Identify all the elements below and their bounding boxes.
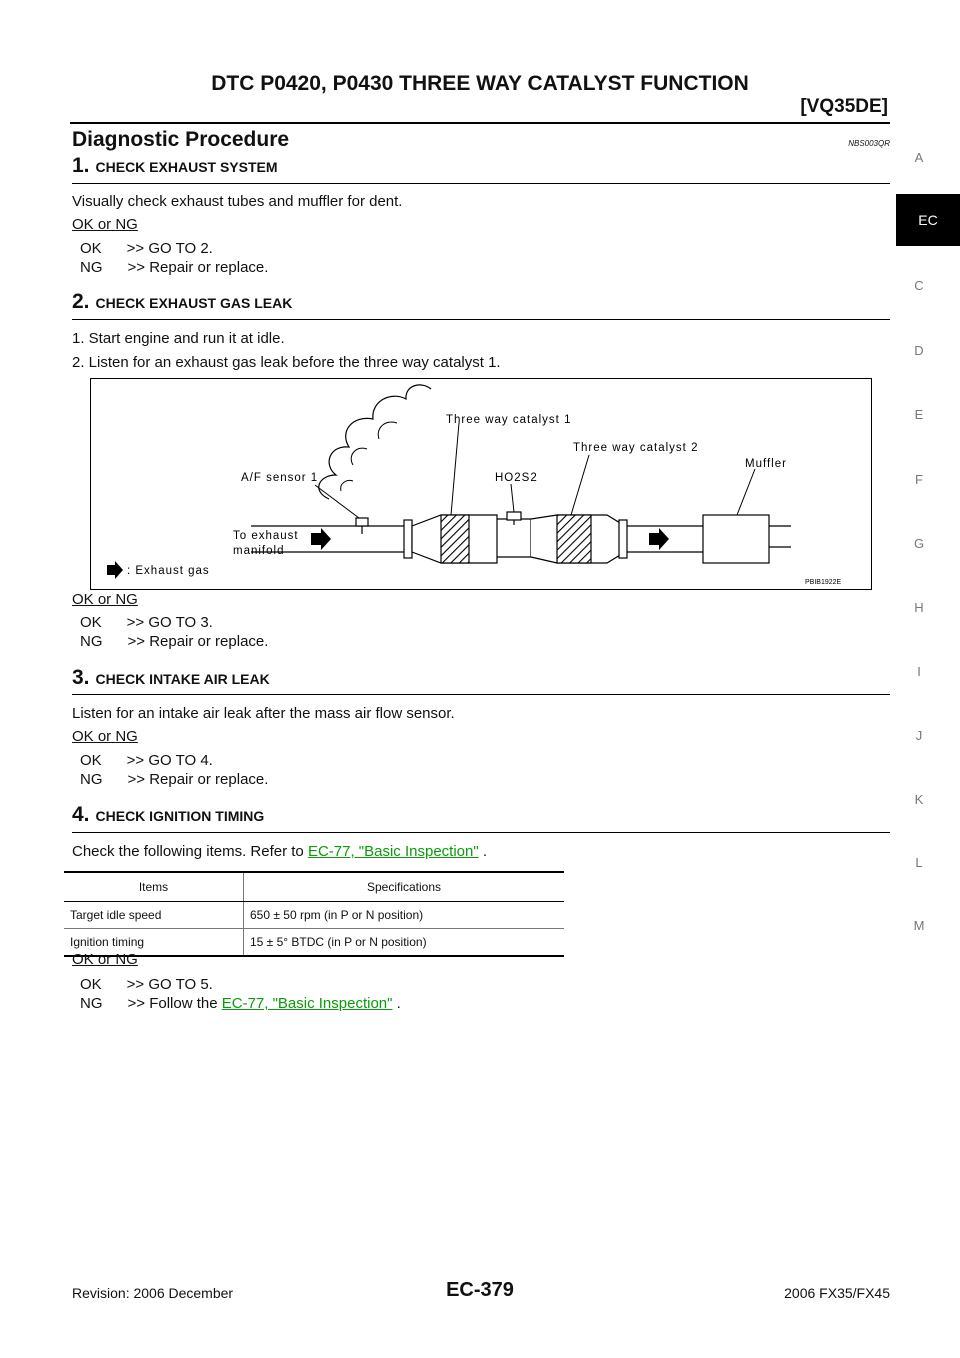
- step-rule: [72, 832, 890, 833]
- af-sensor-1: [356, 518, 368, 526]
- label-catalyst-2: Three way catalyst 2: [573, 442, 699, 454]
- header-rule: [70, 122, 890, 124]
- vehicle-model: 2006 FX35/FX45: [784, 1285, 890, 1301]
- side-tab-i[interactable]: I: [917, 664, 921, 679]
- step-title: CHECK EXHAUST SYSTEM: [95, 159, 278, 175]
- side-tab-e[interactable]: E: [914, 407, 924, 422]
- label-muffler: Muffler: [745, 458, 787, 470]
- ok-result: OK >> GO TO 3.: [80, 614, 213, 631]
- ok-or-ng-label: OK or NG: [72, 591, 138, 608]
- side-tab-j[interactable]: J: [915, 728, 923, 743]
- step-title: CHECK IGNITION TIMING: [95, 808, 265, 824]
- ng-result: [80, 995, 401, 1012]
- table-header-row: [64, 872, 564, 902]
- ho2s2-sensor: [507, 512, 521, 520]
- ng-suffix: .: [392, 995, 401, 1012]
- basic-inspection-link[interactable]: EC-77, "Basic Inspection": [307, 843, 479, 860]
- muffler: [703, 515, 769, 563]
- side-tab-f[interactable]: F: [915, 472, 923, 487]
- catalyst-1: [441, 515, 469, 563]
- ok-or-ng-label: OK or NG: [72, 216, 138, 233]
- ok-or-ng-label: OK or NG: [72, 951, 138, 968]
- label-ho2s2: HO2S2: [495, 472, 538, 484]
- exhaust-flow-arrow: [649, 528, 669, 550]
- label-catalyst-1: Three way catalyst 1: [446, 414, 572, 426]
- section-title: Diagnostic Procedure: [72, 128, 290, 151]
- leader-line: [451, 423, 459, 515]
- page-header-title: DTC P0420, P0430 THREE WAY CATALYST FUNCTION: [211, 72, 749, 95]
- step-2-heading: [72, 290, 292, 314]
- exhaust-smoke: [319, 385, 431, 499]
- table-cell: Target idle speed: [64, 902, 244, 929]
- label-af-sensor: A/F sensor 1: [241, 472, 319, 484]
- instruction-text: Check the following items. Refer to: [72, 843, 308, 860]
- step-rule: [72, 694, 890, 695]
- side-tab-g[interactable]: G: [913, 536, 925, 551]
- ng-result: NG >> Repair or replace.: [80, 771, 269, 788]
- section-code: NBS003QR: [848, 139, 890, 148]
- col-header-items: Items: [64, 872, 244, 902]
- figure-code: PBIB1922E: [805, 579, 842, 586]
- side-tab-a[interactable]: A: [914, 150, 924, 165]
- step-1-instruction: Visually check exhaust tubes and muffler for dent.: [72, 193, 403, 210]
- instruction-suffix: .: [478, 843, 488, 860]
- leader-line: [737, 469, 755, 515]
- step-title: CHECK EXHAUST GAS LEAK: [95, 295, 293, 311]
- step-4-instruction: [72, 843, 487, 860]
- step-1-heading: [72, 154, 278, 178]
- label-manifold-line-1: To exhaust: [233, 530, 299, 542]
- step-2-instruction-2: 2. Listen for an exhaust gas leak before the three way catalyst 1.: [72, 354, 501, 371]
- table-row: [64, 902, 564, 929]
- tailpipe: [769, 526, 791, 547]
- ok-result: OK >> GO TO 4.: [80, 752, 213, 769]
- side-tab-c[interactable]: C: [914, 278, 924, 293]
- exhaust-system-diagram: [90, 378, 872, 590]
- ng-text: NG >> Follow the: [80, 995, 222, 1012]
- step-3-instruction: Listen for an intake air leak after the mass air flow sensor.: [72, 705, 455, 722]
- table-row: [64, 929, 564, 957]
- step-title: CHECK INTAKE AIR LEAK: [95, 671, 270, 687]
- leader-line: [571, 455, 589, 515]
- step-number: 1.: [72, 154, 90, 177]
- side-tab-d[interactable]: D: [914, 343, 924, 358]
- revision-date: Revision: 2006 December: [72, 1285, 234, 1301]
- ok-or-ng-label: OK or NG: [72, 728, 138, 745]
- side-tab-k[interactable]: K: [914, 792, 924, 807]
- ng-result: NG >> Repair or replace.: [80, 259, 269, 276]
- step-number: 2.: [72, 290, 90, 313]
- step-rule: [72, 183, 890, 184]
- step-number: 3.: [72, 666, 90, 689]
- step-4-heading: [72, 803, 264, 827]
- legend-arrow-icon: [107, 561, 123, 579]
- leader-line: [315, 485, 359, 518]
- side-tab-h[interactable]: H: [914, 600, 924, 615]
- table-cell: 15 ± 5° BTDC (in P or N position): [244, 929, 565, 957]
- page-number: EC-379: [446, 1279, 514, 1301]
- step-rule: [72, 319, 890, 320]
- engine-code: [VQ35DE]: [800, 96, 888, 117]
- leader-line: [511, 484, 514, 512]
- side-tab-ec[interactable]: EC: [896, 194, 960, 246]
- side-tab-l[interactable]: L: [915, 855, 923, 870]
- flange: [619, 520, 627, 558]
- table-cell: Ignition timing: [64, 929, 244, 957]
- side-tab-m[interactable]: M: [913, 918, 925, 933]
- step-2-instruction-1: 1. Start engine and run it at idle.: [72, 330, 285, 347]
- ok-result: OK >> GO TO 2.: [80, 240, 213, 257]
- label-manifold-line-2: manifold: [233, 545, 285, 557]
- legend-exhaust-gas: : Exhaust gas: [127, 565, 210, 577]
- catalyst-2: [557, 515, 591, 563]
- table-cell: 650 ± 50 rpm (in P or N position): [244, 902, 565, 929]
- ng-result: NG >> Repair or replace.: [80, 633, 269, 650]
- basic-inspection-link[interactable]: EC-77, "Basic Inspection": [221, 995, 393, 1012]
- ok-result: OK >> GO TO 5.: [80, 976, 213, 993]
- step-number: 4.: [72, 803, 90, 826]
- spec-table: [64, 871, 564, 957]
- col-header-specifications: Specifications: [244, 872, 565, 902]
- exhaust-smoke-inner: [341, 422, 397, 491]
- exhaust-flow-arrow: [311, 528, 331, 550]
- flange: [404, 520, 412, 558]
- step-3-heading: [72, 666, 270, 690]
